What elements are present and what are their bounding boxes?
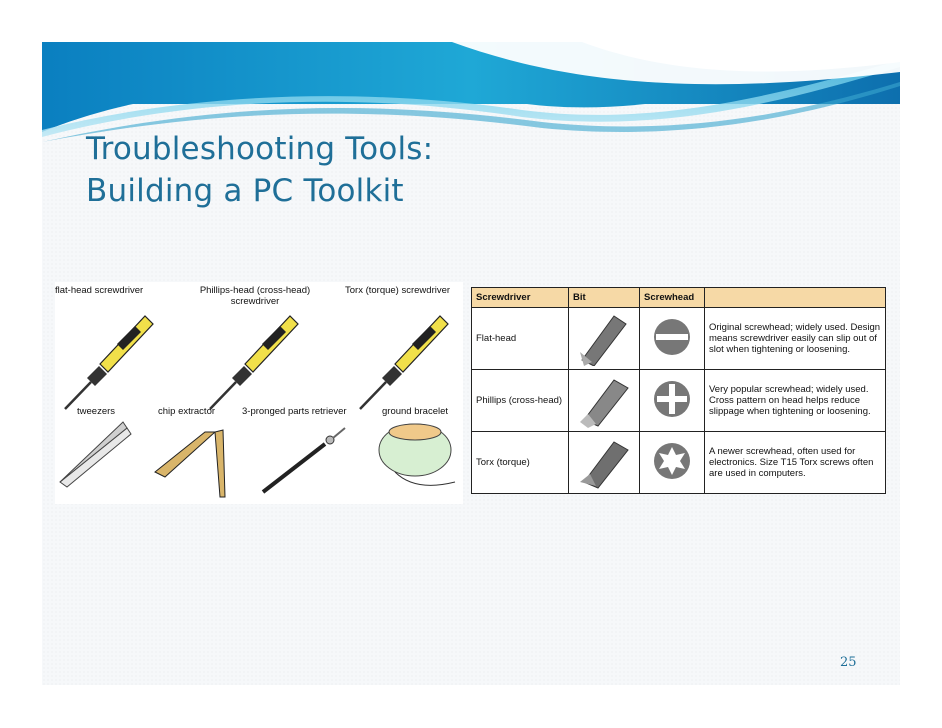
label-flat-head: flat-head screwdriver [55, 285, 144, 296]
title-line-2: Building a PC Toolkit [86, 173, 404, 209]
flat-bit-icon [569, 308, 640, 370]
label-phillips-line2: screwdriver [230, 296, 280, 307]
header-bit: Bit [569, 288, 640, 308]
label-torx: Torx (torque) screwdriver [345, 285, 451, 296]
row-description: A newer screwhead, often used for electronics. Size T15 Torx screws often are used in computers. [705, 432, 886, 494]
torx-screwdriver-icon [360, 316, 448, 409]
tweezers-icon [60, 422, 131, 487]
title-line-1: Troubleshooting Tools: [86, 131, 434, 167]
header-description [705, 288, 886, 308]
label-ground-bracelet: ground bracelet [382, 406, 449, 417]
ground-bracelet-icon [379, 424, 455, 485]
page-number: 25 [840, 655, 857, 670]
tools-illustration [55, 282, 463, 504]
table-header-row [472, 288, 886, 308]
torx-bit-icon [569, 432, 640, 494]
phillips-bit-icon [569, 370, 640, 432]
cross-screwhead-icon [640, 370, 705, 432]
header-screwhead: Screwhead [640, 288, 705, 308]
slide-title [86, 128, 433, 212]
slot-screwhead-icon [640, 308, 705, 370]
table-row [472, 432, 886, 494]
row-name: Phillips (cross-head) [472, 370, 569, 432]
header-wave-decoration [42, 42, 900, 142]
table-row [472, 308, 886, 370]
header-screwdriver: Screwdriver [472, 288, 569, 308]
flat-head-screwdriver-icon [65, 316, 153, 409]
row-name: Torx (torque) [472, 432, 569, 494]
label-phillips-line1: Phillips-head (cross-head) [199, 285, 311, 296]
star-screwhead-icon [640, 432, 705, 494]
label-tweezers: tweezers [77, 406, 116, 417]
row-description: Very popular screwhead; widely used. Cross pattern on head helps reduce slippage when tightening or loosening. [705, 370, 886, 432]
tools-drawing [55, 282, 463, 504]
row-name: Flat-head [472, 308, 569, 370]
phillips-screwdriver-icon [210, 316, 298, 409]
table-row [472, 370, 886, 432]
chip-extractor-icon [155, 430, 225, 497]
screwdriver-table [471, 287, 886, 494]
row-description: Original screwhead; widely used. Design means screwdriver easily can slip out of slot when tightening or loosening. [705, 308, 886, 370]
parts-retriever-icon [263, 428, 345, 492]
label-parts-retriever: 3-pronged parts retriever [242, 406, 347, 417]
label-chip-extractor: chip extractor [158, 406, 216, 417]
